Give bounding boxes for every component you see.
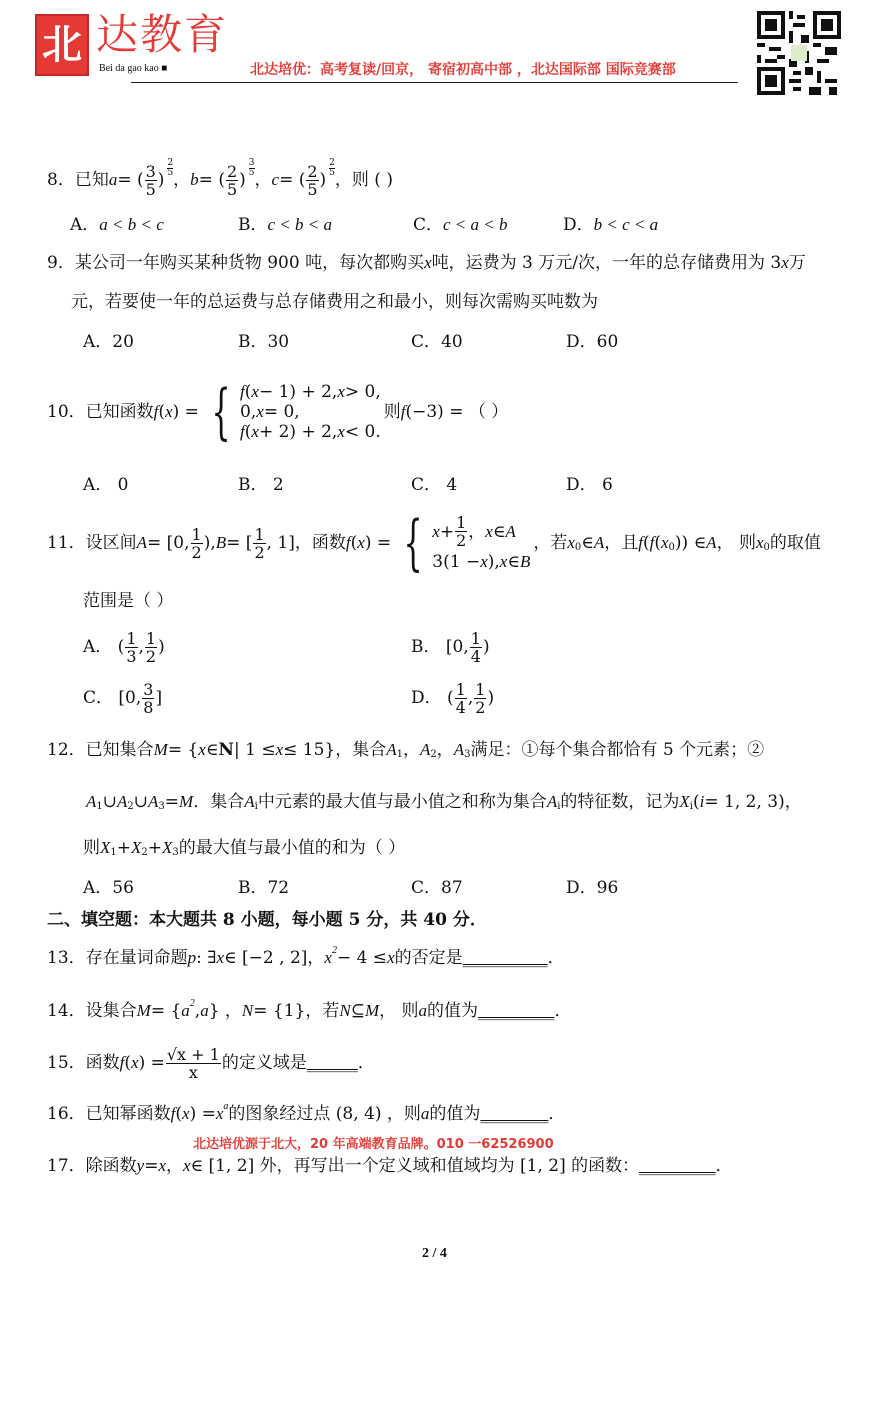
math-var: A [505,521,516,541]
math-var: f [638,533,643,552]
logo-char: 北 [42,21,82,68]
text: D． 6 [566,475,613,495]
math-var: x [337,382,345,401]
text: ． [715,1156,733,1176]
text: = ( [198,170,225,190]
math-var: x [432,521,440,541]
math-var: f [153,402,159,421]
fraction [474,681,486,716]
denominator: 5 [329,167,335,178]
text: 10．已知函数 [47,402,154,422]
text: D．96 [566,878,619,898]
text: ), [487,551,500,572]
numerator: 2 [167,157,174,168]
text: = 0, [263,402,300,422]
text: ) [482,637,490,657]
fraction [145,630,157,665]
logo-subtitle: Bei da gao kao ■ [99,63,168,74]
text: C．40 [411,332,463,352]
text: B． [0, [411,637,469,657]
math-var: x [216,948,225,967]
subscript: 2 [141,847,148,858]
math-var: x [499,551,508,571]
text: 范围是（ ） [83,591,174,611]
math-var: y [136,1156,145,1175]
math-var: a < b < c [99,215,164,234]
math-var: p [187,948,197,967]
math-var: b [190,170,199,189]
text: ， [436,740,454,760]
text: 14．设集合 [47,1001,137,1021]
text: ∈ [1, 2] 外，再写出一个定义域和值域均为 [1, 2] 的函数： [190,1156,640,1176]
text: 13．存在量词命题 [47,948,188,968]
math-var: A [117,792,128,811]
math-var: x [357,533,365,552]
text: = [ [226,533,253,553]
math-var: f [170,1104,176,1123]
numerator: √x + 1 [166,1044,220,1064]
math-var: b < c < a [593,215,659,234]
subscript: 1 [396,749,403,760]
math-var: x [158,1156,166,1175]
text: : ∃ [196,948,217,968]
denominator: 2 [456,531,467,551]
fraction [455,681,467,716]
text: ， [173,170,191,190]
numerator: 1 [475,679,486,699]
logo-icon [35,14,89,76]
math-var: x [567,533,575,552]
text: C． [0, [83,688,142,708]
math-var: X [162,838,173,857]
math-var: f [345,533,351,552]
text: ) [239,170,246,190]
text: 的值为 [429,1104,481,1124]
text: , [467,688,474,708]
text: C． [413,215,444,235]
denominator: 8 [143,697,154,717]
text: ) = [364,533,392,553]
brace-icon: { [211,377,231,447]
math-var: A [453,740,465,759]
numerator: 2 [329,157,335,168]
text: = 1, 2, 3)， [704,792,802,812]
numerator: 3 [248,157,255,168]
math-var: c [271,170,280,189]
numerator: 1 [254,524,265,544]
text: D．60 [566,332,619,352]
text: 3(1 − [432,551,481,572]
fraction [167,159,173,178]
answer-blank: ________ [480,1104,549,1124]
math-var: x [424,253,432,272]
case-row [240,382,381,402]
math-var: X [131,838,142,857]
math-var: X [679,792,690,811]
text: 万 [788,253,806,273]
text: , 1]，函数 [266,533,346,553]
text: = ( [279,170,306,190]
text: 满足：①每个集合都恰有 5 个元素；② [470,740,765,760]
text: ( [175,1104,183,1124]
cases-rows [432,513,530,573]
text: ( [244,422,252,442]
text: ， [468,521,486,542]
text: ) [319,170,327,190]
text: ，则 ( ) [334,170,393,190]
math-var: A [593,533,605,552]
header-slogan: 北达培优：高考复读/回京， 寄宿初高中部 ，北达国际部 国际竞赛部 [250,62,676,78]
math-var: x [337,422,345,441]
text: ∈ [−2 , 2]， [224,948,325,968]
denominator: 2 [191,542,202,562]
text: 的图象经过点 (8, 4) ，则 [228,1104,421,1124]
subscript: 0 [668,542,675,553]
answer-blank: __________ [462,948,548,968]
math-var: M [136,1001,151,1020]
answer-blank: _________ [478,1001,555,1021]
math-var: x [485,521,493,541]
text: 0, [240,402,257,422]
text: 的定义域是 [221,1053,307,1073]
text: = { [150,1001,182,1021]
subscript: 0 [574,542,582,553]
text: , [138,637,144,657]
math-var: A [386,740,397,759]
numerator: 3 [143,679,154,699]
text: ) = [189,1104,216,1124]
bold-text: 二、填空题：本大题共 8 小题，每小题 5 分，共 40 分． [47,910,487,930]
math-var: a [418,1001,428,1020]
math-var: M [153,740,168,759]
text: A． ( [83,637,125,657]
piecewise [202,377,381,447]
math-var: A [420,740,431,759]
subscript: 3 [464,749,471,760]
text: ． [357,1053,375,1073]
math-var: a [108,170,118,189]
subscript: 2 [127,801,134,812]
math-var: x [781,253,789,272]
text: ∈ [507,551,520,572]
text: C．87 [411,878,463,898]
text: 的否定是 [394,948,463,968]
math-var: f [119,1053,125,1072]
numerator: 1 [456,513,467,533]
math-var: x [387,948,395,967]
math-var: x [324,948,332,967]
math-var: c < b < a [267,215,332,234]
text: B． 2 [238,475,284,495]
math-var: x [182,1156,191,1175]
text: ( [124,1053,132,1073]
text: 12．已知集合 [47,740,154,760]
answer-blank: _________ [639,1156,716,1176]
text: 则 [83,838,100,858]
numerator: 1 [191,524,202,544]
math-var: x [182,1104,190,1123]
header-divider [131,82,738,83]
text: 17．除函数 [47,1156,137,1176]
text: ( [158,402,166,422]
fraction [166,1046,221,1081]
text: + 2) + 2, [258,422,338,442]
brace-icon: { [403,508,423,578]
text: ≤ 15}，集合 [283,740,387,760]
math-var: x [660,533,669,552]
numerator: 1 [126,628,137,648]
text: = ( [117,170,144,190]
fraction [226,163,238,198]
text: )) ∈ [674,533,707,553]
text: | 1 ≤ [233,740,276,760]
fraction [142,681,154,716]
numerator: 2 [226,161,238,181]
fraction [125,630,137,665]
text: ．集合 [193,792,245,812]
math-var: a [200,1001,209,1020]
numerator: 1 [145,628,157,648]
numerator: 3 [145,161,156,181]
text: ， 则 [379,1001,419,1021]
text: D． ( [411,688,454,708]
fraction [145,163,157,198]
subscript: 1 [96,801,103,812]
text: > 0, [344,382,381,402]
text: ] [155,688,163,708]
subscript: 1 [110,847,117,858]
text: ) [157,170,165,190]
text: ，若 [533,533,568,553]
math-var: f [649,533,655,552]
text: (−3) = （ ） [405,402,509,422]
denominator: x [188,1062,198,1082]
text: + [147,838,163,858]
text: = {1}，若 [253,1001,340,1021]
text: ，且 [604,533,639,553]
text: B．72 [238,878,290,898]
superscript: a [223,1101,229,1112]
text: 中元素的最大值与最小值之和称为集合 [257,792,547,812]
math-var: x [251,382,259,401]
text: 的最大值与最小值的和为（ ） [178,838,406,858]
text: D． [563,215,594,235]
text: 元，若要使一年的总运费与总存储费用之和最小，则每次需购买吨数为 [71,292,598,312]
text: ⊆ [350,1001,365,1021]
math-var: A [86,792,97,811]
fraction [470,630,482,665]
math-var: x [256,402,264,421]
text: ． [547,948,565,968]
text: 9．某公司一年购买某种货物 900 吨，每次都购买 [47,253,425,273]
math-var: a [181,1001,190,1020]
footer-slogan: 北达培优源于北大，20 年高端教育品牌。010 一62526900 [193,1137,554,1152]
text: } ， [208,1001,242,1021]
denominator: 2 [254,542,265,562]
text: + [439,521,455,542]
math-var: M [179,792,194,811]
text: ( [642,533,650,553]
superscript: 2 [189,998,195,1009]
math-var: f [240,382,245,401]
math-var: x [131,1053,139,1072]
math-var: N [339,1001,351,1020]
text: C． 4 [411,475,458,495]
text: 的特征数，记为 [560,792,680,812]
numerator: 1 [455,679,466,699]
text: − 4 ≤ [336,948,388,968]
math-var: N [241,1001,254,1020]
math-var: A [148,792,159,811]
math-var: x [251,422,259,441]
math-var: B [519,551,531,571]
math-var: A [136,533,148,552]
subscript: i [689,801,693,812]
subscript: 3 [172,847,179,858]
text: ． [548,1104,566,1124]
denominator: 5 [145,179,156,199]
math-var: c < a < b [443,215,508,234]
text: B．30 [238,332,290,352]
subscript: i [254,801,258,812]
case-row [432,552,530,572]
text: A．20 [83,332,134,352]
numerator: 1 [470,628,481,648]
math-var: x [198,740,206,759]
piecewise [394,508,531,578]
text: ), [203,533,216,553]
denominator: 2 [475,697,486,717]
text: A．56 [83,878,134,898]
text: = [144,1156,159,1176]
text: B． [238,215,268,235]
denominator: 4 [455,697,466,717]
text: 16．已知幂函数 [47,1104,171,1124]
fraction [329,159,335,178]
bold-text: N [218,740,234,760]
math-var: f [400,402,406,421]
subscript: 2 [430,749,437,760]
fraction [455,514,467,549]
numerator: 2 [307,161,318,181]
case-row [240,422,381,442]
text: ， [403,740,420,760]
denominator: 4 [470,646,481,666]
text: ( [244,382,252,402]
text: A． [70,215,100,235]
text: ( [350,533,358,553]
text: ( [693,792,700,812]
text: 则 [383,402,401,422]
text: 8．已知 [47,170,109,190]
math-var: x [275,740,284,759]
fraction [306,163,318,198]
text: 15．函数 [47,1053,120,1073]
math-var: a [420,1104,430,1123]
text: = { [167,740,199,760]
denominator: 5 [167,167,174,178]
text: 的值为 [427,1001,479,1021]
superscript: 2 [331,945,337,956]
text: 吨，运费为 3 万元/次，一年的总存储费用为 3 [431,253,782,273]
math-var: i [699,792,705,811]
text: ∈ [205,740,219,760]
text: ， 则 [716,533,756,553]
text: − 1) + 2, [258,382,338,402]
text: ∪ [102,792,118,812]
math-var: x [165,402,173,421]
text: = [164,792,180,812]
cases-rows [240,382,381,442]
text: ∈ [492,521,506,542]
page-number: 2 / 4 [422,1246,447,1261]
math-var: A [546,792,558,811]
text: ) [158,637,165,657]
text: A． 0 [83,475,129,495]
fraction [249,159,255,178]
text: ) = [172,402,199,422]
text: ( [654,533,661,553]
text: ． [554,1001,572,1021]
denominator: 5 [226,179,238,199]
case-row [240,402,381,422]
denominator: 5 [248,167,255,178]
math-var: X [100,838,111,857]
text: = [0, [147,533,190,553]
text: ∪ [133,792,149,812]
text: ∈ [581,533,594,553]
denominator: 5 [307,179,318,199]
math-var: A [244,792,255,811]
answer-blank: ______ [306,1053,358,1073]
qr-code-icon [757,11,841,95]
text: , [194,1001,201,1021]
math-var: x [755,533,764,552]
denominator: 2 [145,646,157,666]
text: ， [254,170,272,190]
text: 11．设区间 [47,533,137,553]
math-var: x [480,551,488,571]
denominator: 3 [126,646,137,666]
fraction [191,526,203,561]
text: 的取值 [769,533,821,553]
text: ) = [138,1053,165,1073]
text: + [116,838,132,858]
math-var: B [215,533,227,552]
case-row [432,514,530,549]
math-var: f [240,422,245,441]
math-var: M [364,1001,380,1020]
fraction [253,526,265,561]
subscript: 0 [763,542,770,553]
math-var: A [706,533,717,552]
text: ) [487,688,495,708]
subscript: i [557,801,561,812]
text: ， [165,1156,183,1176]
text: < 0. [344,422,381,442]
math-var: x [215,1104,224,1123]
logo-text: 达教育 [96,10,229,59]
subscript: 3 [158,801,165,812]
